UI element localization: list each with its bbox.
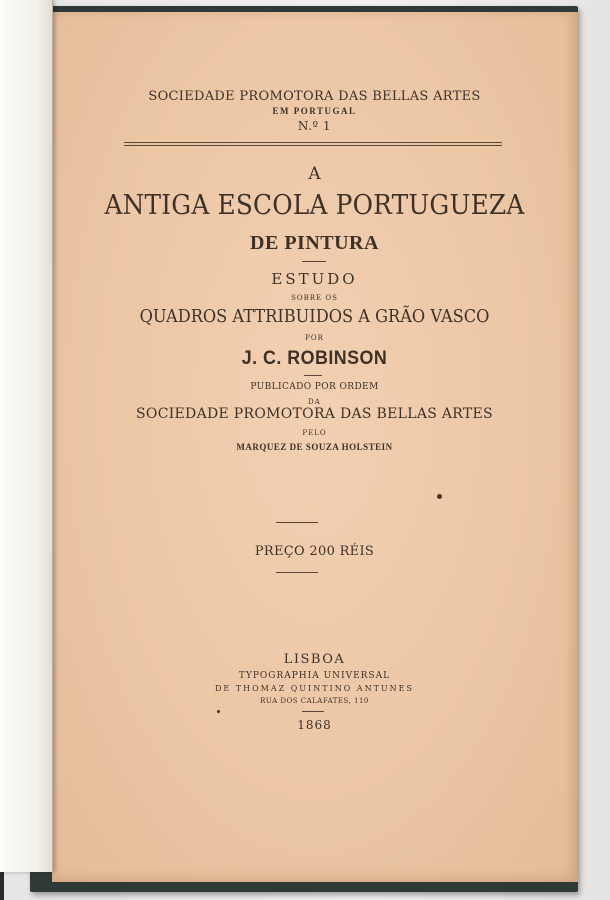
series-number: N.º 1 [297, 119, 332, 133]
by-label: POR [305, 334, 324, 342]
divider [304, 375, 322, 376]
title-article: A [308, 164, 321, 184]
translator-label: PELO [302, 429, 327, 437]
subject-line: QUADROS ATTRIBUIDOS A GRÃO VASCO [139, 306, 490, 327]
price-rule-bottom [276, 572, 318, 573]
imprint-printer-owner: DE THOMAZ QUINTINO ANTUNES [215, 684, 414, 693]
foxing-spot [217, 710, 220, 713]
imprint-printer: TYPOGRAPHIA UNIVERSAL [238, 671, 391, 681]
flyleaf [0, 0, 53, 872]
foxing-spot [437, 494, 442, 499]
author-name: J. C. ROBINSON [241, 348, 388, 369]
imprint-address: RUA DOS CALAFATES, 110 [260, 697, 369, 705]
imprint-year: 1868 [297, 718, 332, 732]
price-label: PREÇO 200 RÉIS [254, 544, 375, 559]
title-page [52, 12, 578, 882]
society-location: EM PORTUGAL [272, 106, 357, 116]
divider [302, 261, 326, 262]
double-rule [124, 142, 502, 146]
published-label: PUBLICADO POR ORDEM [250, 382, 379, 392]
society-header: SOCIEDADE PROMOTORA DAS BELLAS ARTES [148, 89, 481, 104]
about-label: SOBRE OS [291, 294, 338, 302]
price-rule-top [276, 522, 318, 523]
of-label: DA [308, 398, 321, 406]
translator-name: MARQUEZ DE SOUZA HOLSTEIN [236, 442, 393, 452]
imprint-city: LISBOA [283, 652, 346, 667]
study-label: ESTUDO [271, 270, 358, 288]
main-title: ANTIGA ESCOLA PORTUGUEZA [104, 190, 525, 221]
divider [302, 711, 324, 712]
sub-title: DE PINTURA [250, 232, 379, 254]
publisher-society: SOCIEDADE PROMOTORA DAS BELLAS ARTES [136, 406, 493, 422]
